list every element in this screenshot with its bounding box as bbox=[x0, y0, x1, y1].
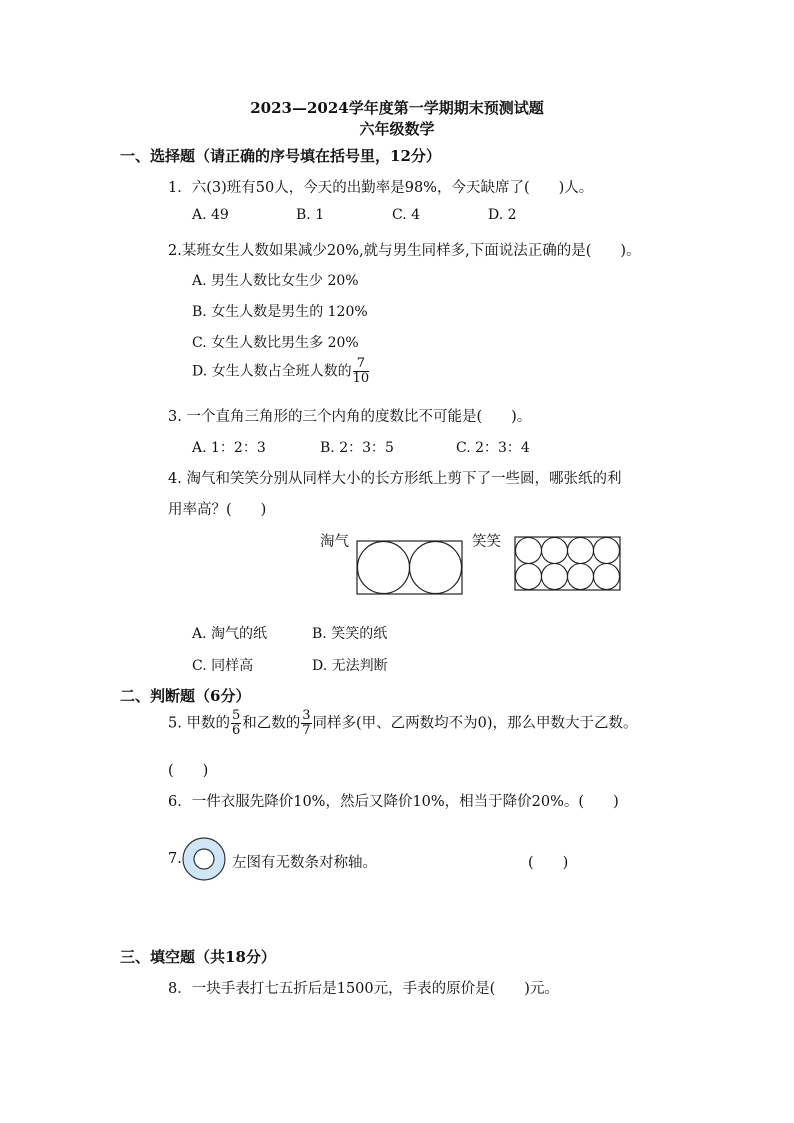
question-4-line-2: 用率高？( ) bbox=[168, 502, 267, 518]
q2-option-c: C. 女生人数比男生多 20% bbox=[192, 335, 359, 351]
section-heading-fill-in: 三、填空题（共18分） bbox=[120, 948, 276, 966]
q5-mid: 和乙数的 bbox=[242, 715, 301, 732]
fraction-seven-tenths bbox=[353, 357, 370, 386]
fraction-denominator: 7 bbox=[302, 723, 311, 738]
q7-number: 7. bbox=[168, 851, 182, 867]
figure-label-xiaoxiao: 笑笑 bbox=[472, 534, 501, 550]
page-subtitle: 六年级数学 bbox=[359, 120, 435, 138]
xiaoxiao-paper-figure bbox=[514, 536, 622, 592]
question-8: 8．一块手表打七五折后是1500元，手表的原价是( )元。 bbox=[168, 981, 559, 997]
question-1: 1．六(3)班有50人，今天的出勤率是98%，今天缺席了( )人。 bbox=[168, 180, 594, 196]
q5-answer-paren: ( ) bbox=[168, 763, 209, 779]
figure-label-taoqi: 淘气 bbox=[320, 534, 349, 550]
q4-option-a: A. 淘气的纸 bbox=[192, 626, 268, 642]
fraction-denominator: 6 bbox=[231, 723, 241, 738]
taoqi-paper-figure bbox=[356, 540, 464, 596]
page-title: 2023—2024学年度第一学期期末预测试题 bbox=[250, 99, 544, 117]
q3-option-c: C. 2：3：4 bbox=[456, 440, 530, 456]
fraction-three-sevenths bbox=[301, 709, 311, 738]
q2-option-d bbox=[192, 357, 370, 386]
q2-option-d-text: D. 女生人数占全班人数的 bbox=[192, 363, 352, 380]
ring-figure bbox=[181, 836, 227, 882]
fraction-numerator: 5 bbox=[231, 708, 241, 723]
q3-option-b: B. 2：3：5 bbox=[320, 440, 394, 456]
question-6: 6．一件衣服先降价10%，然后又降价10%，相当于降价20%。( ) bbox=[168, 794, 619, 810]
question-5 bbox=[168, 709, 638, 738]
q1-option-d: D. 2 bbox=[488, 207, 517, 223]
q4-option-c: C. 同样高 bbox=[192, 658, 254, 674]
section-heading-choice: 一、选择题（请正确的序号填在括号里，12分） bbox=[120, 147, 441, 165]
fraction-numerator: 7 bbox=[353, 357, 370, 372]
q1-option-b: B. 1 bbox=[296, 207, 325, 223]
question-2: 2.某班女生人数如果减少20%,就与男生同样多,下面说法正确的是( )。 bbox=[168, 243, 641, 259]
fraction-denominator: 10 bbox=[352, 371, 370, 386]
q5-suffix: 同样多(甲、乙两数均不为0)，那么甲数大于乙数。 bbox=[312, 715, 638, 732]
q1-option-a: A. 49 bbox=[192, 207, 229, 223]
section-heading-judgment: 二、判断题（6分） bbox=[120, 687, 251, 705]
q1-option-c: C. 4 bbox=[392, 207, 421, 223]
q2-option-b: B. 女生人数是男生的 120% bbox=[192, 304, 368, 320]
question-3: 3. 一个直角三角形的三个内角的度数比不可能是( )。 bbox=[168, 409, 532, 425]
question-7: 左图有无数条对称轴。 bbox=[232, 855, 377, 871]
fraction-five-sixths bbox=[231, 709, 241, 738]
q2-option-a: A. 男生人数比女生少 20% bbox=[192, 273, 359, 289]
q4-option-b: B. 笑笑的纸 bbox=[312, 626, 388, 642]
question-4-line-1: 4. 淘气和笑笑分别从同样大小的长方形纸上剪下了一些圆，哪张纸的利 bbox=[168, 471, 622, 487]
fraction-numerator: 3 bbox=[302, 708, 311, 723]
q4-option-d: D. 无法判断 bbox=[312, 658, 388, 674]
q7-answer-paren: ( ) bbox=[528, 855, 569, 871]
q3-option-a: A. 1：2：3 bbox=[192, 440, 266, 456]
q5-prefix: 5. 甲数的 bbox=[168, 715, 230, 732]
